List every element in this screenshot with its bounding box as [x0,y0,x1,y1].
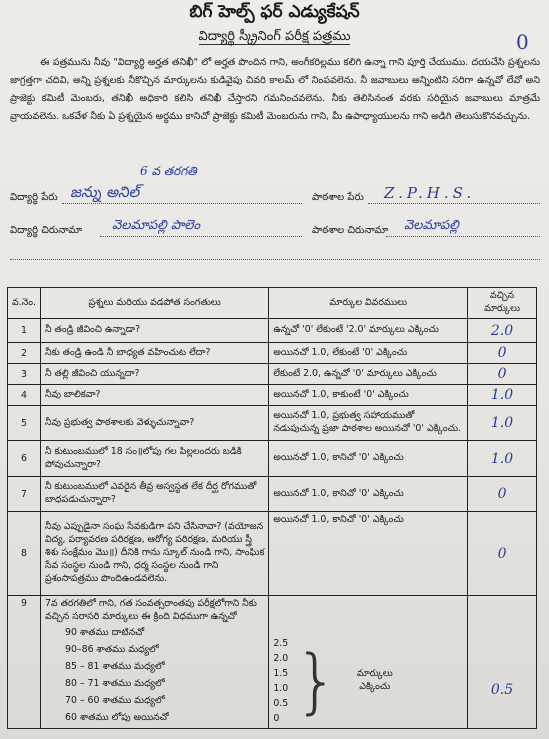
table-row [8,441,537,477]
percent-item: 85 – 81 శాతము మధ్యలో [64,661,165,672]
scale-note: మార్కులు ఎక్కించు [356,668,393,692]
row-question: నీ తండ్రి జీవించి ఉన్నాడా? [40,319,268,343]
org-title: బిగ్ హెల్ప్ ఫర్ ఎడ్యుకేషన్ [189,2,360,22]
row-number: 6 [8,441,41,477]
row-mark[interactable]: 1.0 [468,441,537,477]
row-number: 8 [8,512,41,596]
school-name-line [368,203,540,204]
student-name-class-note: 6 వ తరగతి [140,164,197,178]
percent-item: 90–86 శాతము మధ్యలో [64,644,159,655]
row-detail: అయినచో 1.0, లేకుంటే '0' ఎక్కించు [269,343,468,364]
mark-scale-values [273,636,288,726]
row-question: నీ కుటుంబములో 18 సం॥లోపు గల పిల్లలందరు బడికి పోవుచున్నారా? [40,441,268,477]
student-name-value[interactable]: జన్ను అనిల్ [70,183,140,201]
instructions-paragraph: ఈ పత్రమును నీవు "విద్యార్థి అర్హత తనిఖీ" లో అర్హత పొందిన గాని, అంగీకరిల్లము కలిగి ఉన్నా గాని పూర్తి చేయుము. దయచేసి ప్రశ్నలను జాగ్రత్తగా చదివి, అన్ని ప్రశ్నలకు నీకొచ్చిన మార్కులను కుడివైపు చివరి కాలమ్ లో నింపవలెను. నీ జవాబులు అన్నింటిని సరిగా ఉన్నవో లేవో అని ప్రాజెక్టు కమిటీ మెంబరు, తనిఖీ అధికారి కలిసి తనిఖీ చేస్తారని గమనించవలెను. నీకు తెలిసినంత వరకు సరియైన జవాబులు మాత్రమే వ్రాయవలెను. ఒకవేళ నీకు ఏ ప్రశ్నయైన అర్థము కానిచో ప్రాజెక్టు కమిటీ మెంబరును గాని, మీ ఉపాధ్యాయులను గాని అడిగి తెలుసుకొనవచ్చును. [10,57,540,122]
scale-value: 1.0 [273,683,289,694]
brace-icon: } [294,640,339,722]
table-header-row [8,288,537,319]
form-title [0,29,549,47]
percent-item: 60 శాతము లోపు అయినచో [64,712,169,723]
percent-item: 90 శాతము దాటినచో [64,627,145,638]
row-mark[interactable]: 0 [468,512,537,596]
table-row [8,596,537,729]
header-marks-obtained: వచ్చిన మార్కులు [468,288,537,319]
form-title-text: విద్యార్థి స్క్రీనింగ్ పరీక్ష పత్రము [198,29,351,44]
school-address-line [386,236,540,237]
row-mark[interactable]: 2.0 [468,319,537,343]
row-mark[interactable]: 0 [468,343,537,364]
scale-value: 2.5 [273,638,289,649]
percent-item: 70 – 60 శాతము మధ్యలో [64,695,165,706]
row-mark[interactable]: 0.5 [468,596,537,729]
row-detail: అయినచో 1.0, కానిచో '0' ఎక్కించు [269,512,468,596]
row-mark[interactable]: 0 [468,364,537,385]
row-question: నీవు ఎప్పుడైనా సంఘ సేవకుడిగా పని చేసినావా? (వయోజన విద్య, పర్యావరణ పరిరక్షణ, ఆరోగ్య పరిరక్షణ, మరియు స్త్రీ శిశు సంక్షేమం మొ॥) దీనికి గాను స్కూల్ నుండి గాని, సాంఘిక సేవ సంస్థల నుండి గాని, ధర్మ సంస్థల నుండి గాని ప్రశంసాపత్రము పొందిఉండవలెను. [40,512,268,596]
row-question: నీవు ప్రభుత్వ పాఠశాలకు వెళ్ళుచున్నావా? [40,406,268,441]
row-number: 5 [8,406,41,441]
header-serial: వ.నెం. [8,288,41,319]
row-detail: ఉన్నచో '0' లేకుంటే '2.0' మార్కులు ఎక్కించు [269,319,468,343]
student-name-label: విద్యార్థి పేరు [10,192,58,203]
row-question: 7వ తరగతిలో గాని, గత సంవత్సరాంతపు పరీక్షలోగాని నీకు వచ్చిన సరాసరి మార్కులు ఈ క్రింది విధముగా ఉన్నచో [44,598,257,622]
school-address-value[interactable]: వెలమాపల్లి [404,218,459,233]
row-question: నీవు బాలికవా? [40,385,268,406]
row-detail: అయినచో 1.0, కానిచో '0' ఎక్కించు [269,441,468,477]
row-detail: లేకుంటే 2.0, ఉన్నచో '0' మార్కులు ఎక్కించు [269,364,468,385]
blank-line [10,259,540,260]
row-question: నీ తల్లి జీవించి యున్నదా? [40,364,268,385]
row-detail: అయినచో 1.0, ప్రభుత్వ సహాయముతో నడుపుచున్న ప్రజా పాఠశాల అయినచో '0' ఎక్కించు. [269,406,468,441]
scale-value: 2.0 [273,653,289,664]
row-question: నీ కుటుంబములో ఎవరైన తీవ్ర అస్వస్థత లేక దీర్ఘ రోగముతో బాధపడుచున్నారా? [40,477,268,512]
row-mark[interactable]: 1.0 [468,406,537,441]
percent-item: 80 – 71 శాతము మధ్యలో [64,678,165,689]
page-mark: 0 [516,30,529,54]
table-row [8,385,537,406]
student-address-label: విద్యార్థి చిరునామా [10,225,83,236]
row-mark[interactable]: 0 [468,477,537,512]
row-number: 2 [8,343,41,364]
table-row [8,364,537,385]
row-question: నీకు తండ్రి ఉండి నీ బాధ్యత వహించుట లేదా? [40,343,268,364]
student-address-value[interactable]: వెలమాపల్లి పాలెం [112,218,201,233]
row-number: 4 [8,385,41,406]
table-row [8,512,537,596]
school-name-label: పాఠశాల పేరు [312,192,364,203]
row-detail: అయినచో 1.0, కానిచో '0' ఎక్కించు [269,477,468,512]
table-row [8,319,537,343]
row-mark[interactable]: 1.0 [468,385,537,406]
student-name-line [62,203,302,204]
table-row [8,477,537,512]
table-row [8,406,537,441]
scale-value: 0 [273,713,280,724]
row-question-cell [40,596,268,729]
row-detail: అయినచో 1.0, కాకుంటే '0' ఎక్కించు [269,385,468,406]
scale-value: 0.5 [273,698,289,709]
student-address-line [100,236,302,237]
screening-table [7,287,537,729]
header-questions: ప్రశ్నలు మరియు వడపోత సంగతులు [40,288,268,319]
row-number: 1 [8,319,41,343]
scale-value: 1.5 [273,668,289,679]
school-name-value[interactable]: Z.P.H.S. [384,184,476,202]
school-address-label: పాఠశాల చిరునామా [312,225,389,236]
row-detail-cell [269,596,468,729]
table-row [8,343,537,364]
row-number: 3 [8,364,41,385]
row-number: 7 [8,477,41,512]
header-mark-details: మార్కుల వివరములు [269,288,468,319]
mark-scale [273,636,463,726]
row-number: 9 [8,596,41,729]
